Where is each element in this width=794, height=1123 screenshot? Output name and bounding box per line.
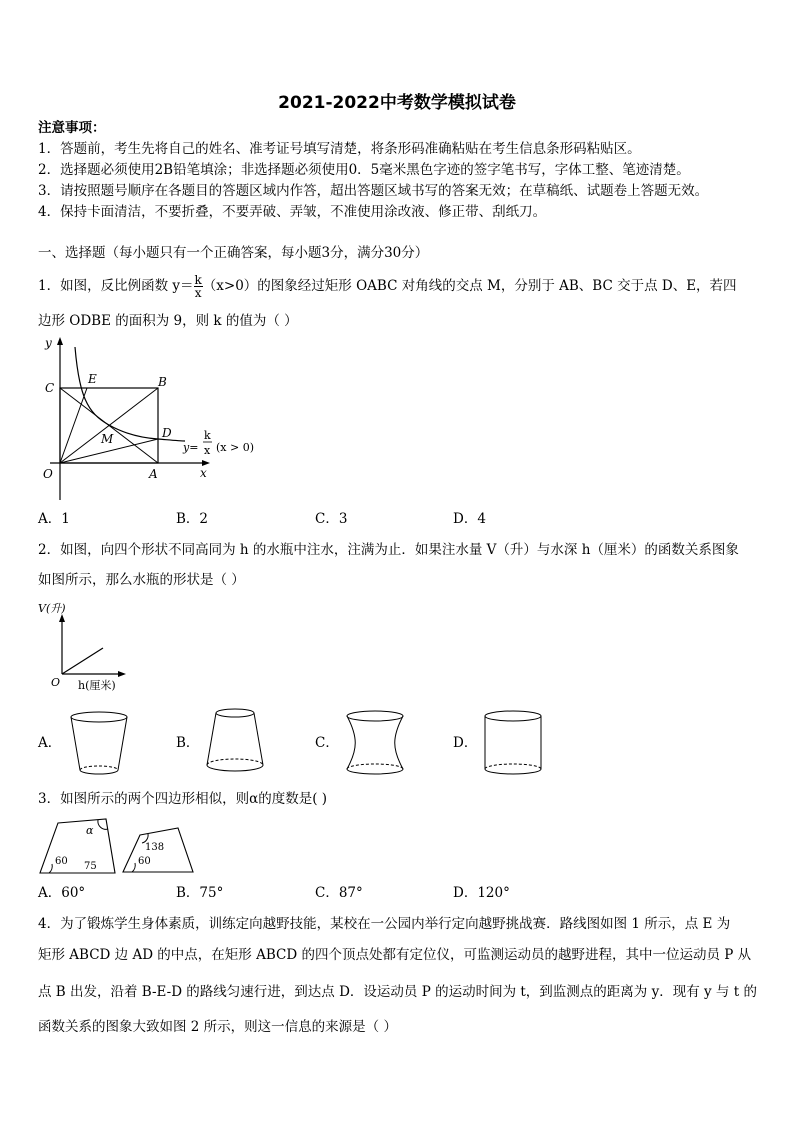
q1-fraction (194, 274, 203, 299)
q3-angle-60b: 60 (138, 856, 151, 867)
fig-A-label: A (149, 467, 158, 481)
q3-angle-60a: 60 (55, 856, 68, 867)
bottle-b (200, 705, 270, 777)
question-3-line1: 3．如图所示的两个四边形相似，则α的度数是( ) (38, 791, 328, 807)
fig-E-label: E (88, 372, 97, 386)
fig-B-label: B (158, 375, 167, 389)
q3-alpha: α (86, 824, 94, 837)
notice-item: 2．选择题必须使用2B铅笔填涂；非选择题必须使用0．5毫米黑色字迹的签字笔书写，字体工整、笔迹清楚。 (38, 162, 690, 178)
q2-axis-v: V(升) (38, 602, 66, 615)
q1-frac-den: x (194, 286, 202, 300)
question-4-line3: 点 B 出发，沿着 B-E-D 的路线匀速行进，到达点 D．设运动员 P 的运动时间为 t，到监测点的距离为 y．现有 y 与 t 的 (38, 984, 757, 1000)
q3-option-d: D．120° (453, 885, 510, 901)
bottle-c (340, 707, 410, 777)
bottle-a (64, 708, 134, 778)
question-4-line1: 4．为了锻炼学生身体素质，训练定向越野技能，某校在一公园内举行定向越野挑战赛．路线图如图 1 所示，点 E 为 (38, 916, 731, 932)
fig-x-label: x (200, 466, 207, 480)
page-title: 2021-2022中考数学模拟试卷 (278, 93, 516, 113)
fig-eq-den: x (204, 444, 211, 457)
q3-angle-138: 138 (145, 842, 165, 853)
q2-origin: O (51, 676, 61, 689)
section-heading: 一、选择题（每小题只有一个正确答案，每小题3分，满分30分） (38, 245, 429, 261)
q2-option-b: B． (176, 735, 200, 751)
q2-option-d: D． (453, 735, 478, 751)
question-1-line1 (38, 274, 737, 299)
fig-C-label: C (45, 381, 55, 395)
fig-M-label: M (101, 432, 114, 446)
q3-figure (38, 815, 198, 877)
q1-option-b: B．2 (176, 511, 209, 527)
bottle-d (478, 707, 548, 777)
q1-text-pre: 1．如图，反比例函数 y＝ (38, 278, 194, 294)
fig-O-label: O (43, 467, 53, 481)
notice-item: 4．保持卡面清洁，不要折叠，不要弄破、弄皱，不准使用涂改液、修正带、刮纸刀。 (38, 204, 547, 220)
question-4-line2: 矩形 ABCD 边 AD 的中点，在矩形 ABCD 的四个顶点处都有定位仪，可监测运动员的越野进程，其中一位运动员 P 从 (38, 947, 752, 963)
question-2-line1: 2．如图，向四个形状不同高同为 h 的水瓶中注水，注满为止．如果注水量 V（升）与水深 h（厘米）的函数关系图象 (38, 542, 739, 558)
notice-heading: 注意事项： (38, 120, 106, 136)
q1-frac-num: k (194, 273, 202, 287)
q3-option-c: C．87° (315, 885, 363, 901)
fig-D-label: D (162, 426, 172, 440)
q2-graph (38, 600, 138, 695)
notice-item: 1．答题前，考生先将自己的姓名、准考证号填写清楚，将条形码准确粘贴在考生信息条形码粘贴区。 (38, 141, 641, 157)
fig-eq-num: k (204, 429, 211, 442)
notice-item: 3．请按照题号顺序在各题目的答题区域内作答，超出答题区域书写的答案无效；在草稿纸、试题卷上答题无效。 (38, 183, 709, 199)
q2-axis-h: h(厘米) (78, 679, 116, 692)
q3-angle-75: 75 (84, 861, 97, 872)
fig-eq-post: (x > 0) (216, 441, 254, 454)
q3-option-b: B．75° (176, 885, 224, 901)
q3-option-a: A．60° (38, 885, 86, 901)
q1-text-post: （x>0）的图象经过矩形 OABC 对角线的交点 M，分别于 AB、BC 交于点 D、E，若四 (202, 278, 737, 294)
question-2-line2: 如图所示，那么水瓶的形状是（ ） (38, 572, 245, 588)
q1-option-d: D．4 (453, 511, 486, 527)
q1-option-a: A．1 (38, 511, 70, 527)
fig-y-label: y (45, 336, 52, 350)
question-1-line2: 边形 ODBE 的面积为 9，则 k 的值为（ ） (38, 313, 298, 329)
fig-eq-pre: y= (183, 441, 199, 454)
q2-option-c: C． (315, 735, 339, 751)
q1-figure (35, 335, 275, 510)
q2-option-a: A． (38, 735, 62, 751)
q1-option-c: C．3 (315, 511, 348, 527)
question-4-line4: 函数关系的图象大致如图 2 所示，则这一信息的来源是（ ） (38, 1019, 397, 1035)
